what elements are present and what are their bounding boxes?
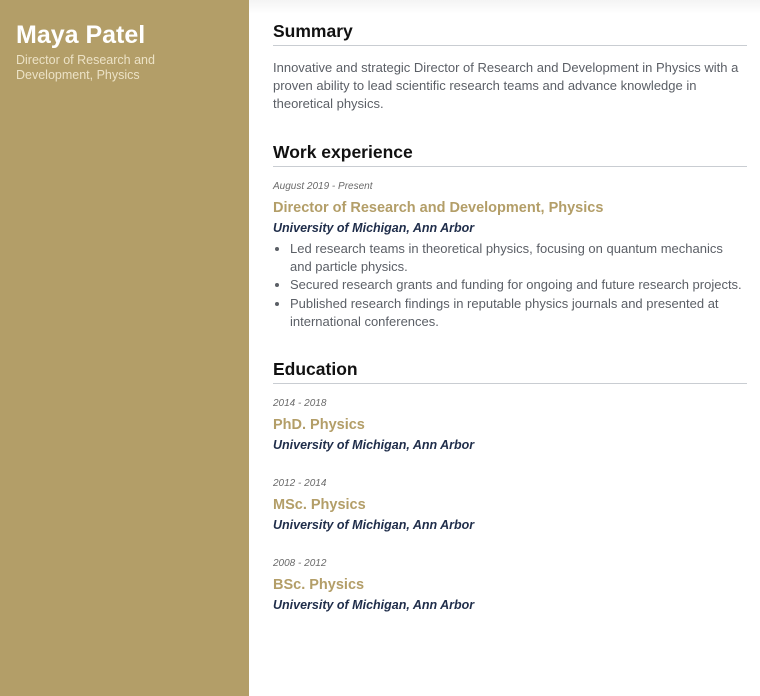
work-experience-section [273, 141, 747, 331]
education-dates: 2014 - 2018 [273, 398, 327, 410]
work-experience-heading: Work experience [273, 141, 747, 167]
job-title: Director of Research and Development, Physics [273, 199, 604, 216]
education-degree: PhD. Physics [273, 417, 365, 434]
education-school: University of Michigan, Ann Arbor [273, 518, 475, 533]
education-entry [273, 557, 747, 613]
education-entry [273, 397, 747, 453]
education-section [273, 358, 747, 613]
summary-heading: Summary [273, 20, 747, 46]
job-responsibilities [273, 240, 747, 331]
education-entry [273, 477, 747, 533]
education-school: University of Michigan, Ann Arbor [273, 598, 475, 613]
job-bullet: • Published research findings in reputable physics journals and presented at international conferences. [290, 295, 747, 332]
education-dates: 2008 - 2012 [273, 558, 327, 570]
summary-section [273, 20, 747, 114]
top-shadow [249, 0, 760, 14]
job-dates: August 2019 - Present [273, 180, 373, 192]
job-bullet: • Led research teams in theoretical physics, focusing on quantum mechanics and particle physics. [290, 240, 747, 277]
job-organization: University of Michigan, Ann Arbor [273, 220, 475, 235]
education-degree: BSc. Physics [273, 577, 365, 594]
job-entry [273, 180, 747, 331]
education-dates: 2012 - 2014 [273, 478, 327, 490]
sidebar [0, 0, 249, 696]
summary-text: Innovative and strategic Director of Research and Development in Physics with a proven ability to lead scientific research teams and advance knowledge in theoretical physics. [273, 60, 739, 112]
education-school: University of Michigan, Ann Arbor [273, 438, 475, 453]
job-bullet: • Secured research grants and funding for ongoing and future research projects. [290, 276, 747, 294]
profile-title: Director of Research and Development, Physics [16, 53, 155, 82]
profile-name: Maya Patel [16, 21, 146, 49]
education-degree: MSc. Physics [273, 497, 366, 514]
education-heading: Education [273, 358, 747, 384]
resume-main [273, 20, 747, 613]
